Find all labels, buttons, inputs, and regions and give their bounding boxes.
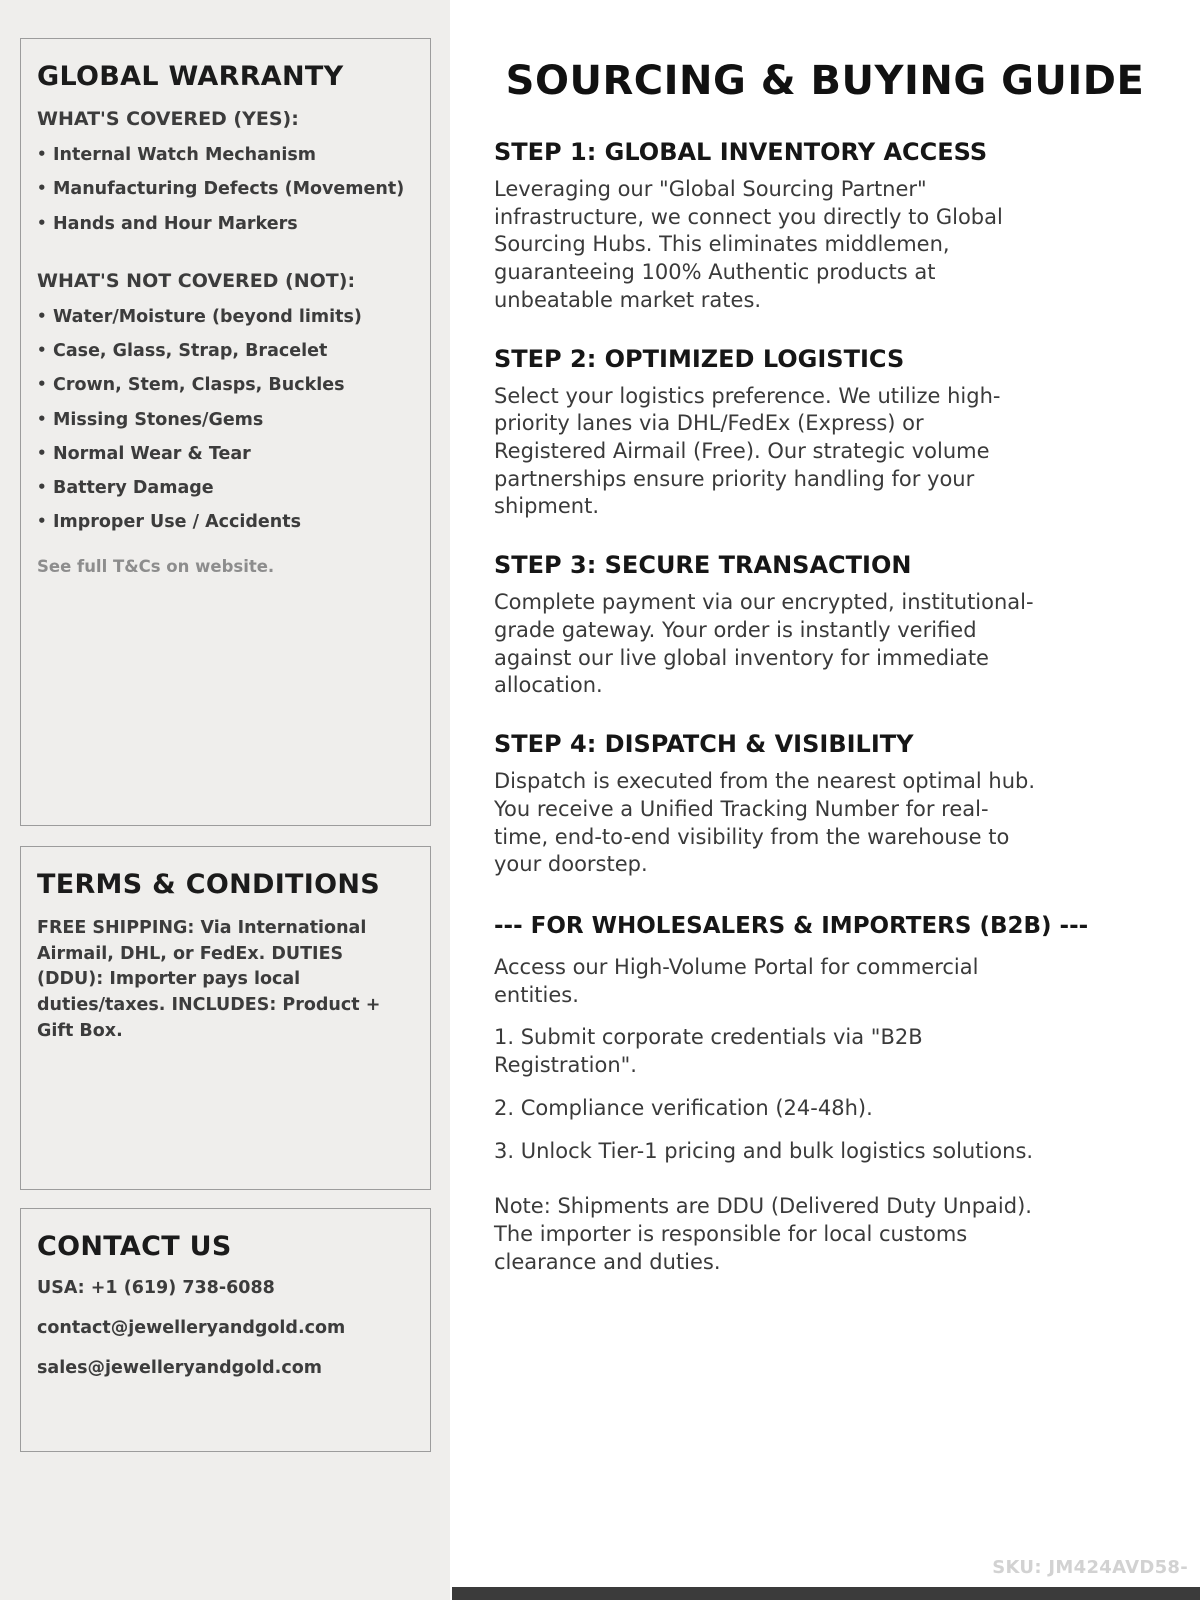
contact-email-primary: contact@jewelleryandgold.com (37, 1317, 346, 1338)
step-4 (494, 730, 1156, 879)
list-item: • Improper Use / Accidents (37, 513, 414, 532)
warranty-box (20, 38, 431, 826)
terms-title: TERMS & CONDITIONS (37, 869, 380, 900)
step-3-body: Complete payment via our encrypted, institutional-grade gateway. Your order is instantly verified against our live global inventory for immediate allocation. (494, 590, 1034, 698)
list-item: • Water/Moisture (beyond limits) (37, 308, 414, 327)
step-1-body: Leveraging our "Global Sourcing Partner" infrastructure, we connect you directly to Global Sourcing Hubs. This eliminates middlemen, guaranteeing 100% Authentic products at unbeatable market rates. (494, 177, 1003, 312)
terms-box (20, 846, 431, 1190)
list-item: • Internal Watch Mechanism (37, 146, 414, 165)
step-4-heading: STEP 4: DISPATCH & VISIBILITY (494, 730, 914, 759)
covered-list (37, 146, 414, 234)
main-content (450, 0, 1200, 1600)
footer-bar (452, 1587, 1200, 1600)
list-item: • Hands and Hour Markers (37, 215, 414, 234)
step-1-heading: STEP 1: GLOBAL INVENTORY ACCESS (494, 138, 988, 166)
step-3-heading: STEP 3: SECURE TRANSACTION (494, 551, 912, 580)
covered-title: WHAT'S COVERED (YES): (37, 108, 299, 130)
b2b-intro: Access our High-Volume Portal for commercial entities. (494, 954, 979, 1007)
step-2-body: Select your logistics preference. We utilize high-priority lanes via DHL/FedEx (Express) or Registered Airmail (Free). Our strategic volume partnerships ensure priority handling for your shipment. (494, 383, 1001, 519)
list-item: • Manufacturing Defects (Movement) (37, 180, 414, 199)
b2b-section (494, 913, 1156, 1276)
list-item: • Normal Wear & Tear (37, 445, 414, 464)
b2b-heading: --- FOR WHOLESALERS & IMPORTERS (B2B) --- (494, 912, 1089, 939)
step-3 (494, 551, 1156, 700)
contact-title: CONTACT US (37, 1231, 232, 1262)
list-item: • Battery Damage (37, 479, 414, 498)
list-item: • Missing Stones/Gems (37, 411, 414, 430)
contact-email-sales: sales@jewelleryandgold.com (37, 1357, 322, 1378)
warranty-title: GLOBAL WARRANTY (37, 61, 344, 92)
page-title: SOURCING & BUYING GUIDE (505, 58, 1145, 104)
b2b-item-1: 1. Submit corporate credentials via "B2B Registration". (494, 1025, 923, 1078)
list-item: • Crown, Stem, Clasps, Buckles (37, 376, 414, 395)
b2b-item-3: 3. Unlock Tier-1 pricing and bulk logistics solutions. (494, 1138, 1034, 1163)
b2b-item-2: 2. Compliance verification (24-48h). (494, 1095, 873, 1120)
sku-label: SKU: JM424AVD58- (992, 1557, 1188, 1578)
terms-body: FREE SHIPPING: Via International Airmail, DHL, or FedEx. DUTIES (DDU): Importer pays local duties/taxes. INCLUDES: Product + Gift Box. (37, 918, 381, 1041)
not-covered-title: WHAT'S NOT COVERED (NOT): (37, 269, 356, 292)
steps-section (494, 138, 1156, 879)
not-covered-list (37, 308, 414, 533)
step-1 (494, 138, 1156, 315)
b2b-note: Note: Shipments are DDU (Delivered Duty Unpaid). The importer is responsible for local customs clearance and duties. (494, 1194, 1032, 1274)
list-item: • Case, Glass, Strap, Bracelet (37, 342, 414, 361)
contact-phone: USA: +1 (619) 738-6088 (37, 1278, 275, 1298)
step-2-heading: STEP 2: OPTIMIZED LOGISTICS (494, 344, 905, 373)
warranty-footnote: See full T&Cs on website. (37, 556, 275, 576)
step-4-body: Dispatch is executed from the nearest optimal hub. You receive a Unified Tracking Number for real-time, end-to-end visibility from the warehouse to your doorstep. (494, 769, 1036, 877)
sidebar (0, 0, 450, 1600)
step-2 (494, 345, 1156, 522)
contact-box (20, 1208, 431, 1452)
